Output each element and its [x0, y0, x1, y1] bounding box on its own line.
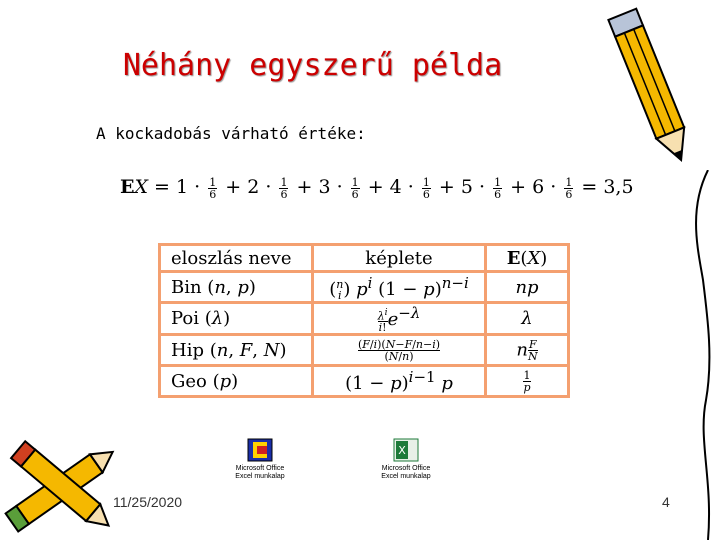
row-formula: $\frac{\lambda^i}{i!}$ $e^{-\lambda}$: [314, 304, 484, 333]
office-logo-icon: [247, 438, 273, 462]
formula-term-1: 1: [176, 176, 189, 198]
footer-date: 11/25/2020: [113, 494, 183, 510]
row-expect: $\frac{1}{p}$: [487, 367, 567, 395]
pencils-decoration-icon: [0, 430, 130, 540]
header-expect: E(X): [487, 246, 567, 270]
excel-object-2[interactable]: [371, 438, 441, 481]
distribution-table: [158, 243, 570, 398]
slide-title: Néhány egyszerű példa: [122, 48, 503, 83]
row-name: Hip (n, F, N): [161, 336, 311, 364]
object-label-line2: Excel munkalap: [235, 473, 285, 480]
table-row: [161, 304, 567, 333]
row-name: Poi (λ): [161, 304, 311, 333]
row-expect: n $\frac{F}{N}$: [487, 336, 567, 364]
object-label-line1: Microsoft Office: [235, 465, 285, 472]
table-header-row: [161, 246, 567, 270]
table-row: [161, 367, 567, 395]
row-expect: λ: [487, 304, 567, 333]
object-label-line1: Microsoft Office: [381, 465, 431, 472]
object-label-line2: Excel munkalap: [381, 473, 431, 480]
row-formula: $(1 - p)^{i-1}$ p: [314, 367, 484, 395]
row-formula: ( n i ) $p^i$ $(1 - p)^{n-i}$: [314, 273, 484, 301]
row-name: Geo (p): [161, 367, 311, 395]
pencil-decoration-icon: [598, 0, 708, 175]
header-name: eloszlás neve: [161, 246, 311, 270]
excel-logo-icon: [393, 438, 419, 462]
formula-result: 3,5: [603, 176, 634, 198]
row-formula: $\frac{(F/i)(N-F/n-i)}{(N/n)}$: [314, 336, 484, 364]
page-number: 4: [662, 494, 670, 510]
expected-value-formula: EX = 1 · $\frac{1}{6}$ + 2 · $\frac{1}{6}$ + 3 · $\frac{1}{6}$ + 4 · $\frac{1}{6}$ + 5 · $\frac{1}{6}$ + 6 · $\frac{1}{6}$ = 3,5: [120, 175, 634, 201]
slide-subtitle: A kockadobás várható értéke:: [96, 124, 366, 143]
wavy-line-decoration: [668, 170, 718, 540]
excel-object-1[interactable]: [225, 438, 295, 481]
row-expect: np: [487, 273, 567, 301]
svg-text:X: X: [398, 444, 406, 457]
header-formula: képlete: [314, 246, 484, 270]
table-row: [161, 336, 567, 364]
row-name: Bin (n, p): [161, 273, 311, 301]
table-row: [161, 273, 567, 301]
